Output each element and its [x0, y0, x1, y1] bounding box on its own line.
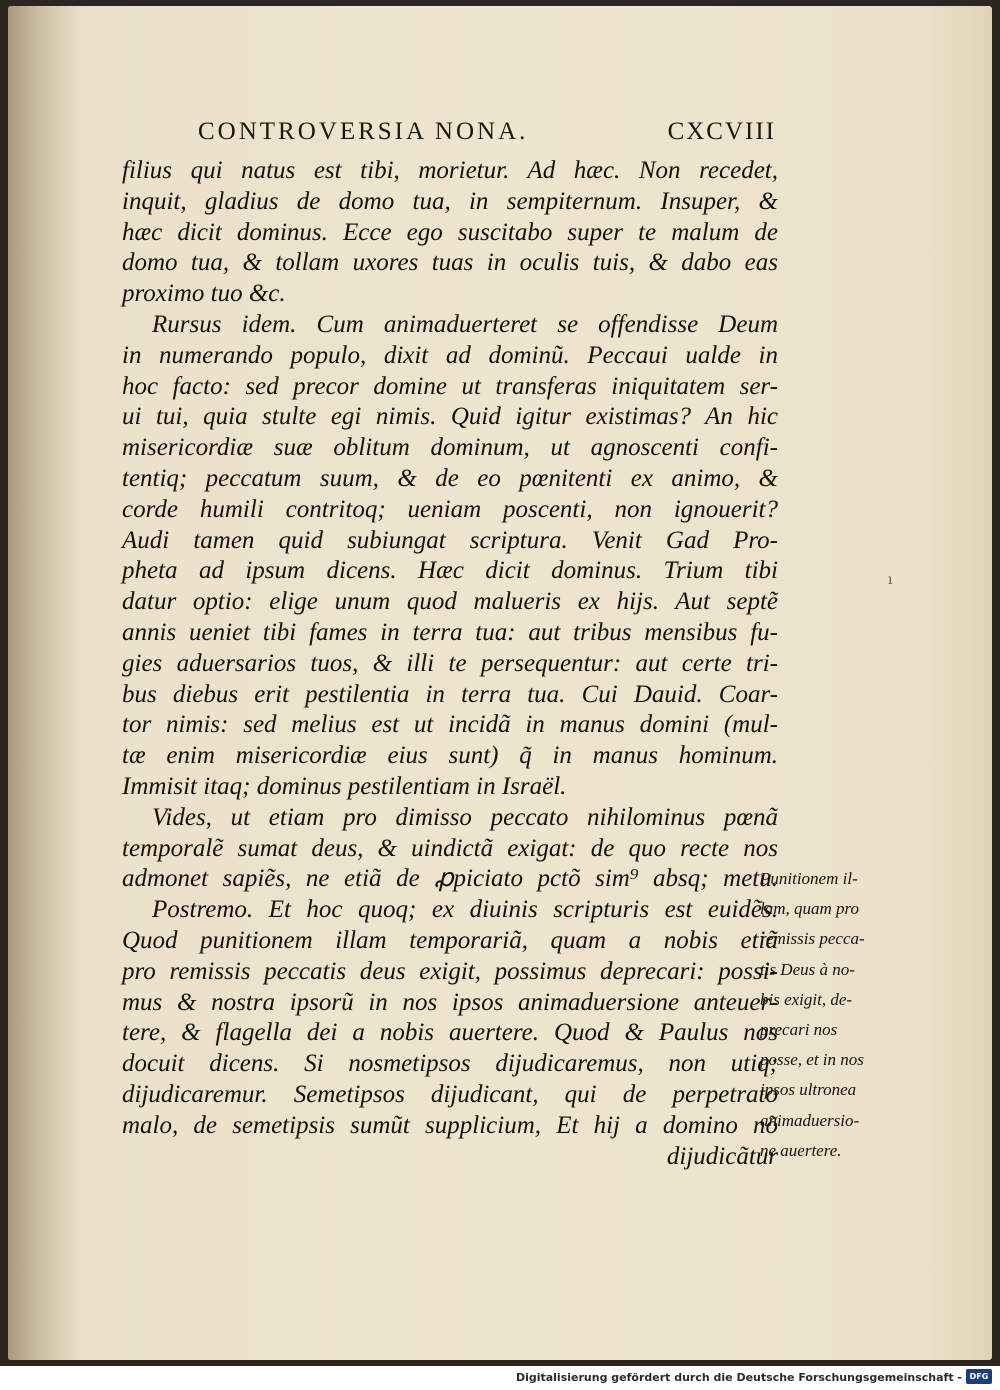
marginal-line: ne auertere. [760, 1140, 842, 1160]
marginal-line: precari nos [760, 1019, 838, 1039]
dfg-logo-icon: DFG [966, 1369, 992, 1384]
text-line: temporalẽ sumat deus, & uindictã exigat: de quo recte nos [122, 834, 778, 862]
text-line: misericordiæ suæ oblitum dominum, ut agnoscenti confi- [122, 434, 778, 462]
text-line: Vides, ut etiam pro dimisso peccato nihilominus pœnã [152, 803, 778, 831]
text-line: datur optio: elige unum quod malueris ex hijs. Aut septẽ [122, 588, 778, 616]
text-line: in numerando populo, dixit ad dominũ. Peccaui ualde in [122, 341, 778, 369]
text-line: pheta ad ipsum dicens. Hæc dicit dominus. Trium tibi [122, 557, 778, 585]
text-line: admonet sapiẽs, ne etiã de ꝓpiciato pctõ sim⁹ absq; metu. [122, 865, 778, 893]
text-line: proximo tuo &c. [122, 280, 286, 308]
text-line: inquit, gladius de domo tua, in sempiternum. Insuper, & [122, 187, 778, 215]
text-line: gies aduersarios tuos, & illi te persequentur: aut certe tri- [122, 649, 778, 677]
footer-bar [0, 1366, 1000, 1390]
text-line: Immisit itaq; dominus pestilentiam in Israël. [122, 772, 567, 800]
text-line: tæ enim misericordiæ eius sunt) q̃ in manus hominum. [122, 742, 778, 770]
text-line: Postremo. Et hoc quoq; ex diuinis scripturis est euidẽs. [152, 896, 778, 924]
text-line: tere, & flagella dei a nobis auertere. Quod & Paulus nos [122, 1019, 778, 1047]
folio-number: CXCVIII [667, 118, 776, 145]
marginal-line: lam, quam pro [760, 899, 860, 919]
marginal-line: bis exigit, de- [760, 989, 853, 1009]
text-line: ui tui, quia stulte egi nimis. Quid igitur existimas? An hic [122, 403, 778, 431]
page-header [198, 118, 776, 158]
marginal-line: animaduersio- [760, 1110, 860, 1130]
ink-speck: ı [888, 572, 893, 588]
marginal-line: remissis pecca- [760, 929, 865, 949]
running-title: CONTROVERSIA NONA. [198, 118, 529, 145]
text-line: docuit dicens. Si nosmetipsos dijudicaremus, non utiq; [122, 1050, 778, 1078]
marginal-line: posse, et in nos [760, 1050, 864, 1070]
marginal-line: tis Deus à no- [760, 959, 855, 979]
catchword: dijudicãtur [666, 1142, 778, 1170]
text-line: Audi tamen quid subiungat scriptura. Venit Gad Pro- [122, 526, 778, 554]
text-line: tor nimis: sed melius est ut incidã in manus domini (mul- [122, 711, 778, 739]
text-line: Rursus idem. Cum animaduerteret se offendisse Deum [152, 310, 778, 338]
text-line: hæc dicit dominus. Ecce ego suscitabo super te malum de [122, 218, 778, 246]
text-line: dijudicaremur. Semetipsos dijudicant, qui de perpetrato [122, 1080, 778, 1108]
funding-credit: Digitalisierung gefördert durch die Deutsche Forschungsgemeinschaft - [515, 1371, 962, 1384]
marginal-line: ipsos ultronea [760, 1080, 857, 1100]
text-line: hoc facto: sed precor domine ut transferas iniquitatem ser- [122, 372, 778, 400]
text-line: mus & nostra ipsorũ in nos ipsos animaduersione anteuer- [122, 988, 778, 1016]
marginal-note [760, 864, 900, 1166]
marginal-line: Punitionem il- [760, 869, 858, 888]
text-line: Quod punitionem illam temporariã, quam a nobis etiã [122, 926, 778, 954]
body-text [122, 156, 778, 1172]
text-line: malo, de semetipsis sumũt supplicium, Et hij a domino nõ [122, 1111, 778, 1139]
text-line: bus diebus erit pestilentia in terra tua. Cui Dauid. Coar- [122, 680, 778, 708]
text-line: tentiq; peccatum suum, & de eo pœnitenti ex animo, & [122, 464, 778, 492]
text-line: corde humili contritoq; ueniam poscenti, non ignouerit? [122, 495, 778, 523]
text-line: pro remissis peccatis deus exigit, possimus deprecari: possi- [122, 957, 778, 985]
text-line: filius qui natus est tibi, morietur. Ad hæc. Non recedet, [122, 157, 778, 184]
book-page [8, 6, 992, 1360]
text-line: domo tua, & tollam uxores tuas in oculis tuis, & dabo eas [122, 249, 778, 277]
text-line: annis ueniet tibi fames in terra tua: aut tribus mensibus fu- [122, 618, 778, 646]
